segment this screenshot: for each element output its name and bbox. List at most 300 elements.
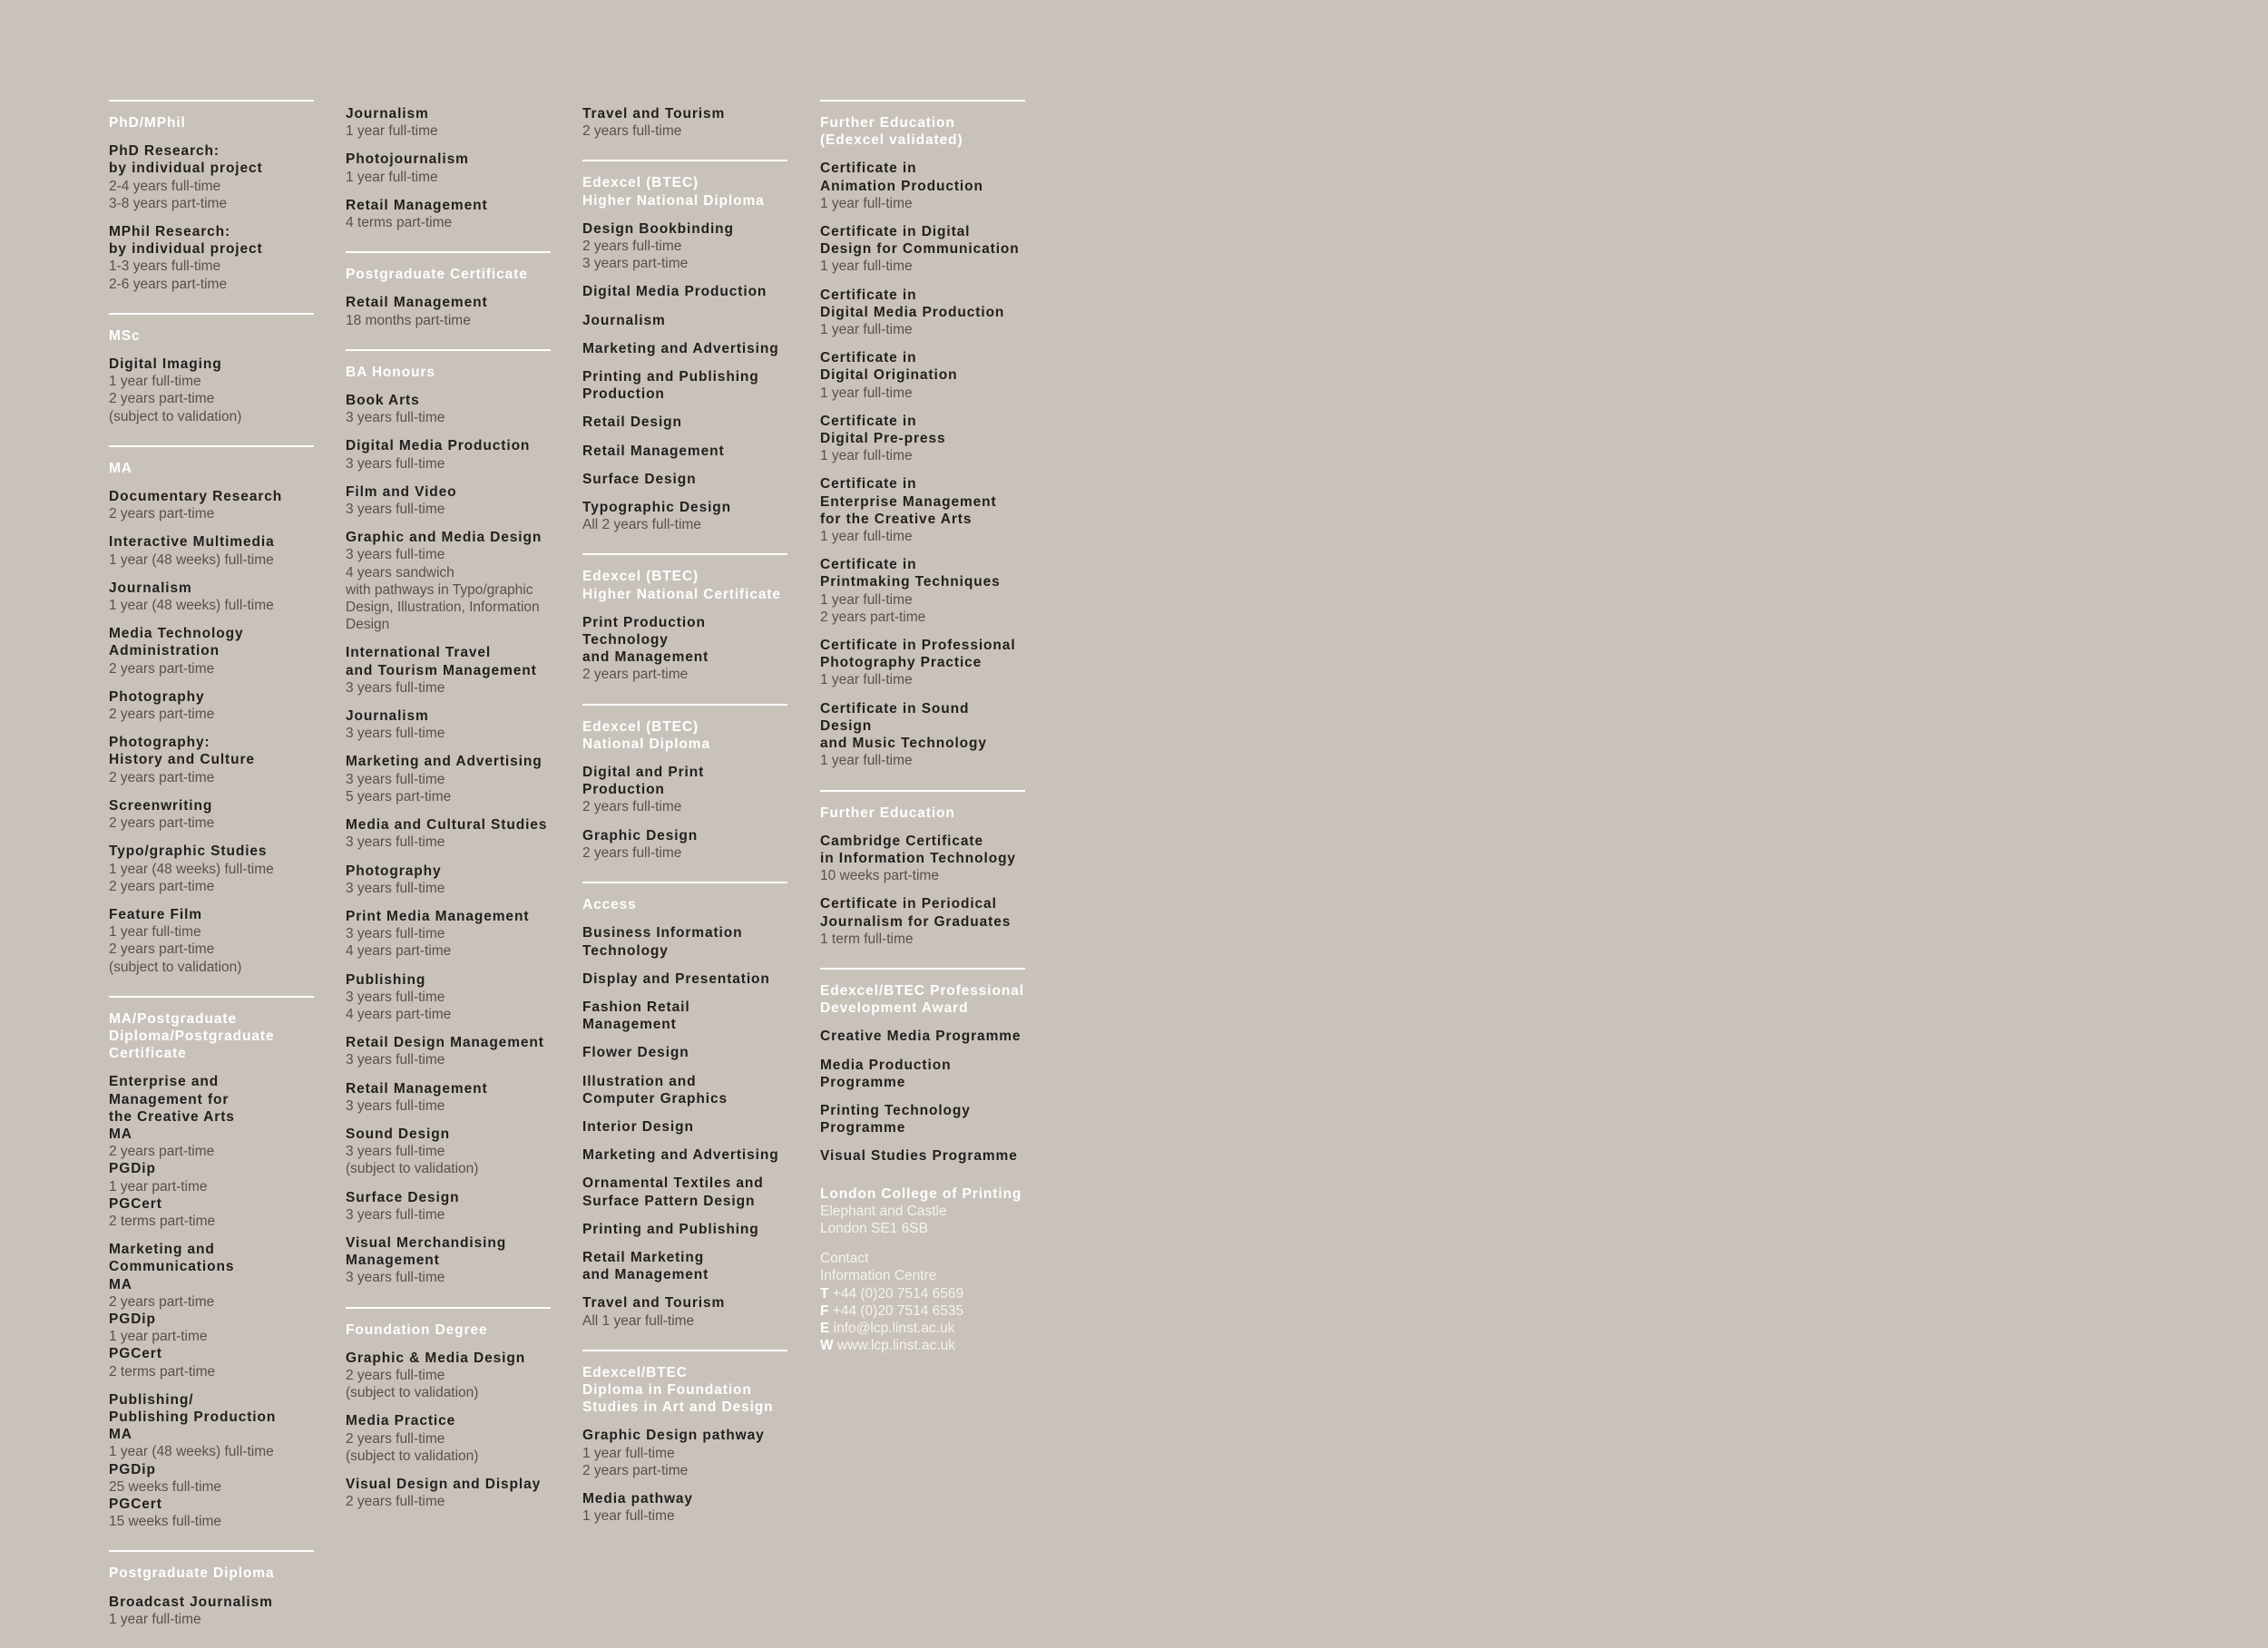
course-details	[820, 385, 1025, 402]
qualification-row	[109, 1461, 314, 1496]
course-title	[346, 105, 551, 122]
course-title	[820, 413, 1025, 447]
course-detail-line: 3 years full-time	[346, 726, 445, 742]
college-name: London College of Printing	[820, 1185, 1022, 1202]
course-title-line: Certificate in Periodical	[820, 896, 997, 912]
course-title	[582, 312, 787, 329]
course-detail-line: 2 years full-time	[346, 1367, 445, 1383]
course-detail-line: 1 year full-time	[820, 448, 913, 464]
section-heading	[582, 568, 787, 602]
qualification-duration: 2 terms part-time	[109, 1213, 216, 1229]
section-heading-line: Further Education	[820, 115, 955, 131]
course-title	[346, 1034, 551, 1051]
course-title	[346, 644, 551, 678]
course-section	[820, 100, 1025, 770]
qualification-label: MA	[109, 1427, 132, 1443]
course-detail-line: 2 years full-time	[582, 123, 682, 140]
course-title-line: Digital Media Production	[820, 304, 1005, 320]
column-1	[109, 100, 314, 1648]
course-details	[346, 312, 551, 329]
section-heading	[109, 1010, 314, 1063]
course-title	[582, 1490, 787, 1507]
course-details	[346, 214, 551, 231]
course-title-line: Marketing and Advertising	[582, 340, 779, 356]
course-title-line: Typographic Design	[582, 500, 732, 516]
section-heading-line: Higher National Certificate	[582, 586, 781, 602]
course-section	[582, 553, 787, 683]
course-entry	[582, 220, 787, 273]
course-title-line: Print Media Management	[346, 908, 530, 924]
course-detail-line: All 1 year full-time	[582, 1312, 695, 1329]
course-title-line: Photography:	[109, 735, 210, 751]
qualification-duration: 2 years part-time	[109, 1293, 215, 1310]
course-title	[346, 753, 551, 770]
course-title-line: PhD Research:	[109, 143, 220, 160]
section-heading	[109, 327, 314, 345]
course-title-line: Book Arts	[346, 393, 420, 409]
column-3	[582, 100, 787, 1545]
course-details	[109, 923, 314, 976]
course-title-line: Media pathway	[582, 1490, 693, 1507]
course-details	[346, 455, 551, 473]
course-entry	[820, 413, 1025, 465]
course-title-line: Certificate in	[820, 350, 917, 366]
course-details	[820, 591, 1025, 626]
course-title	[582, 924, 787, 959]
course-entry	[582, 414, 787, 431]
course-entry	[109, 580, 314, 614]
course-section	[346, 1307, 551, 1511]
course-entry	[820, 1028, 1025, 1045]
course-title	[346, 294, 551, 311]
section-heading-line: Postgraduate Certificate	[346, 267, 528, 283]
course-title	[582, 1294, 787, 1312]
section-heading	[346, 364, 551, 381]
course-title-line: and Management	[582, 1267, 709, 1283]
course-title	[582, 368, 787, 403]
contact-heading	[820, 1250, 1025, 1284]
email-label: E	[820, 1320, 830, 1336]
course-detail-line: 2-6 years part-time	[109, 276, 228, 292]
course-title-line: Retail Design Management	[346, 1035, 544, 1051]
course-details	[346, 771, 551, 805]
course-title-line: Printing and Publishing	[582, 1221, 759, 1237]
course-title-line: Illustration and	[582, 1073, 697, 1089]
course-title-line: Publishing Production	[109, 1409, 277, 1425]
course-detail-line: 1 term full-time	[820, 931, 914, 947]
section-heading-line: Studies in Art and Design	[582, 1399, 774, 1416]
course-entry	[582, 614, 787, 684]
course-title	[582, 340, 787, 357]
course-entry	[820, 287, 1025, 339]
course-title	[582, 1249, 787, 1283]
address	[820, 1203, 1025, 1237]
course-title-line: Photography Practice	[820, 655, 982, 671]
course-detail-line: 3 years full-time	[346, 880, 445, 896]
course-entry	[582, 1118, 787, 1136]
course-entry	[109, 533, 314, 568]
course-title-line: Certificate in	[820, 161, 917, 177]
course-title	[820, 287, 1025, 321]
section-heading	[109, 114, 314, 132]
course-title	[109, 1241, 314, 1275]
course-entry	[346, 1080, 551, 1115]
course-title-line: Animation Production	[820, 178, 983, 194]
course-title	[346, 151, 551, 168]
course-detail-line: 1 year full-time	[820, 385, 913, 401]
course-title	[346, 1350, 551, 1367]
course-title-line: Retail Marketing	[582, 1249, 705, 1265]
qualification-label: PGDip	[109, 1311, 156, 1327]
course-title	[109, 625, 314, 659]
section-heading	[582, 896, 787, 913]
course-details	[820, 528, 1025, 545]
course-entry	[109, 688, 314, 723]
course-title-line: Media Technology	[109, 626, 244, 642]
course-details	[820, 867, 1025, 884]
course-title-line: Feature Film	[109, 906, 202, 922]
course-details	[820, 671, 1025, 688]
course-title	[582, 1146, 787, 1164]
course-title-line: Technology	[582, 942, 669, 959]
course-details	[346, 725, 551, 742]
course-detail-line: 18 months part-time	[346, 312, 471, 328]
course-title-line: Flower Design	[582, 1045, 689, 1061]
course-title-line: Photojournalism	[346, 151, 469, 168]
section-heading-line: PhD/MPhil	[109, 115, 186, 131]
course-title-line: Enterprise and	[109, 1074, 220, 1090]
course-title-line: Administration	[109, 643, 220, 659]
course-entry	[820, 833, 1025, 885]
course-title-line: Production	[582, 386, 665, 403]
course-title-line: Photography	[346, 863, 442, 879]
course-title-line: Journalism	[346, 106, 429, 122]
course-title-line: Enterprise Management	[820, 493, 997, 510]
course-title-line: Media and Cultural Studies	[346, 817, 548, 834]
course-entry	[346, 151, 551, 185]
qualification-duration: 25 weeks full-time	[109, 1478, 222, 1495]
course-detail-line: 1 year full-time	[820, 753, 913, 769]
course-details	[109, 597, 314, 614]
course-title-line: Certificate in Sound Design	[820, 700, 970, 734]
course-entry	[346, 863, 551, 897]
course-detail-line: 3 years full-time	[346, 1270, 445, 1286]
course-entry	[109, 1241, 314, 1380]
course-title	[346, 392, 551, 409]
course-details	[582, 844, 787, 862]
course-detail-line: 1 year full-time	[820, 258, 913, 275]
course-title-line: Film and Video	[346, 483, 457, 500]
course-details	[346, 1051, 551, 1068]
course-detail-line: 3 years full-time	[346, 771, 445, 787]
course-details	[346, 122, 551, 140]
course-detail-line: 1 year full-time	[109, 924, 201, 941]
course-title	[582, 414, 787, 431]
course-entry	[582, 970, 787, 988]
course-title	[820, 1028, 1025, 1045]
course-title	[109, 142, 314, 177]
course-details	[346, 1097, 551, 1115]
course-title-line: Printing and Publishing	[582, 369, 759, 385]
course-detail-line: 3 years full-time	[346, 1144, 445, 1160]
course-title-line: Programme	[820, 1120, 906, 1136]
course-title	[582, 999, 787, 1033]
course-details	[109, 660, 314, 678]
course-details	[582, 798, 787, 815]
course-detail-line: Design	[346, 617, 390, 633]
section-heading-line: MA	[109, 460, 132, 476]
course-title-line: Travel and Tourism	[582, 106, 726, 122]
course-details	[346, 1143, 551, 1177]
course-entry	[582, 105, 787, 140]
course-entry	[346, 1476, 551, 1510]
course-title-line: Print Production Technology	[582, 614, 706, 648]
course-entry	[346, 1034, 551, 1068]
course-detail-line: 1 year full-time	[820, 529, 913, 545]
course-title	[582, 499, 787, 516]
course-title	[582, 1427, 787, 1444]
course-details	[346, 409, 551, 426]
course-details	[109, 258, 314, 292]
course-entry	[820, 556, 1025, 626]
course-entry	[109, 223, 314, 293]
course-detail-line: 1 year full-time	[109, 374, 201, 390]
course-details	[346, 169, 551, 186]
course-entry	[346, 1412, 551, 1465]
course-entry	[582, 1175, 787, 1209]
course-detail-line: 1 year full-time	[820, 591, 913, 608]
course-entry	[582, 443, 787, 460]
course-title-line: Broadcast Journalism	[109, 1594, 273, 1610]
course-title-line: Journalism	[109, 580, 192, 596]
section-heading-line: BA Honours	[346, 364, 435, 380]
course-section	[820, 968, 1025, 1165]
course-entry	[582, 340, 787, 357]
course-title-line: Retail Management	[346, 197, 488, 213]
course-title	[820, 895, 1025, 930]
qualification-row	[109, 1311, 314, 1345]
section-heading	[582, 174, 787, 209]
course-entry	[346, 971, 551, 1024]
course-detail-line: 2 years part-time	[109, 815, 215, 832]
qualification-row	[109, 1126, 314, 1160]
course-title-line: Journalism	[582, 312, 666, 328]
section-heading-line: Edexcel/BTEC	[582, 1364, 688, 1380]
contact-line: Contact	[820, 1251, 869, 1267]
section-heading	[109, 460, 314, 477]
course-entry	[109, 488, 314, 522]
course-section	[582, 160, 787, 533]
course-detail-line: 4 terms part-time	[346, 215, 453, 231]
section-heading-line: Edexcel/BTEC Professional	[820, 982, 1024, 999]
course-entry	[582, 1294, 787, 1329]
course-title	[820, 223, 1025, 258]
course-entry	[109, 843, 314, 895]
course-title	[820, 833, 1025, 867]
column-4	[820, 100, 1025, 1354]
course-details	[820, 752, 1025, 769]
course-title	[346, 707, 551, 725]
course-title-line: Communications	[109, 1259, 235, 1275]
course-title-line: International Travel	[346, 645, 492, 661]
course-title-line: Travel and Tourism	[582, 1295, 726, 1312]
course-details	[346, 1493, 551, 1510]
course-detail-line: 1 year full-time	[820, 322, 913, 338]
section-heading	[582, 1364, 787, 1417]
course-detail-line: 10 weeks part-time	[820, 868, 939, 884]
course-title-line: Marketing and	[109, 1242, 215, 1258]
course-details	[346, 925, 551, 960]
course-entry	[820, 475, 1025, 545]
course-detail-line: 3 years full-time	[346, 502, 445, 518]
course-title	[109, 797, 314, 814]
course-title-line: Retail Management	[582, 443, 725, 459]
course-title	[109, 906, 314, 923]
email-link[interactable]: info@lcp.linst.ac.uk	[833, 1320, 955, 1336]
course-title-line: Graphic Design	[582, 827, 699, 844]
web-label: W	[820, 1338, 834, 1354]
course-title	[109, 1594, 314, 1611]
course-section	[109, 1550, 314, 1628]
course-entry	[582, 1044, 787, 1061]
course-title-line: for the Creative Arts	[820, 511, 973, 527]
course-detail-line: 3 years full-time	[346, 989, 445, 1005]
course-details	[109, 505, 314, 522]
course-detail-line: 1 year (48 weeks) full-time	[109, 861, 274, 877]
course-title-line: MPhil Research:	[109, 224, 231, 240]
course-details	[109, 178, 314, 212]
course-title	[820, 349, 1025, 384]
section-heading-line: (Edexcel validated)	[820, 132, 963, 149]
course-title-line: Certificate in	[820, 413, 917, 429]
course-entry	[109, 142, 314, 212]
course-entry	[582, 1073, 787, 1107]
telephone-label: T	[820, 1285, 829, 1302]
course-detail-line: 2 years full-time	[582, 239, 682, 255]
course-title	[820, 160, 1025, 194]
course-title-line: Marketing and Advertising	[582, 1147, 779, 1164]
course-details	[346, 1367, 551, 1401]
course-title-line: and Tourism Management	[346, 662, 537, 678]
section-heading-line: Edexcel (BTEC)	[582, 175, 699, 191]
section-heading-line: Diploma/Postgraduate	[109, 1028, 275, 1044]
course-details	[346, 501, 551, 518]
section-heading-line: MA/Postgraduate	[109, 1010, 237, 1027]
qualification-label: PGCert	[109, 1346, 162, 1362]
course-detail-line: 1 year (48 weeks) full-time	[109, 598, 274, 614]
section-heading-line: Edexcel (BTEC)	[582, 718, 699, 735]
course-entry	[582, 924, 787, 959]
course-detail-line: 2-4 years full-time	[109, 178, 221, 194]
course-title-line: in Information Technology	[820, 850, 1016, 866]
course-entry	[582, 1146, 787, 1164]
course-detail-line: 3 years full-time	[346, 1052, 445, 1068]
course-detail-line: 1 year full-time	[582, 1508, 675, 1525]
web-link[interactable]: www.lcp.linst.ac.uk	[836, 1338, 956, 1354]
course-title-line: Visual Merchandising	[346, 1234, 507, 1251]
course-entry	[346, 437, 551, 472]
course-entry	[346, 707, 551, 742]
section-heading-line: Foundation Degree	[346, 1321, 488, 1338]
course-details	[582, 1445, 787, 1479]
qualification-label: PGCert	[109, 1195, 162, 1212]
course-title-line: Visual Design and Display	[346, 1476, 542, 1492]
telephone-number: +44 (0)20 7514 6569	[832, 1285, 964, 1302]
course-entry	[582, 999, 787, 1033]
course-details	[582, 516, 787, 533]
course-details	[346, 880, 551, 897]
course-details	[346, 679, 551, 697]
course-title-line: Publishing/	[109, 1391, 194, 1408]
course-entry	[582, 1221, 787, 1238]
course-title-line: Programme	[820, 1074, 906, 1090]
course-title	[582, 1073, 787, 1107]
qualification-row	[109, 1496, 314, 1530]
course-entry	[820, 223, 1025, 276]
course-detail-line: (subject to validation)	[346, 1385, 479, 1401]
course-entry	[820, 637, 1025, 689]
address-line: London SE1 6SB	[820, 1220, 928, 1236]
course-title-line: Printing Technology	[820, 1102, 971, 1118]
course-section	[109, 996, 314, 1531]
course-title-line: Interior Design	[582, 1118, 694, 1135]
course-detail-line: 1 year full-time	[109, 1611, 201, 1627]
course-title-line: Media Production	[820, 1057, 952, 1073]
qualification-row	[109, 1160, 314, 1195]
course-title	[109, 843, 314, 860]
course-entry	[346, 483, 551, 518]
course-detail-line: 1-3 years full-time	[109, 258, 221, 275]
course-title-line: Digital Pre-press	[820, 431, 946, 447]
course-details	[820, 258, 1025, 275]
course-details	[820, 195, 1025, 212]
course-entry	[109, 734, 314, 786]
course-detail-line: 4 years part-time	[346, 1006, 452, 1022]
qualification-label: MA	[109, 1126, 132, 1142]
course-details	[109, 1611, 314, 1628]
course-title-line: and Management	[582, 649, 709, 666]
course-title-line: Digital Origination	[820, 367, 958, 384]
course-section	[582, 882, 787, 1330]
course-title-line: Surface Design	[346, 1189, 460, 1205]
course-entry	[109, 356, 314, 425]
course-detail-line: 3 years full-time	[346, 834, 445, 851]
course-title	[346, 483, 551, 501]
course-detail-line: 2 years part-time	[109, 391, 215, 407]
course-entry	[582, 1427, 787, 1479]
course-title-line: Retail Management	[346, 1080, 488, 1097]
qualification-row	[109, 1426, 314, 1460]
course-details	[109, 769, 314, 786]
qualification-duration: 1 year part-time	[109, 1329, 208, 1345]
qualification-duration: 2 years part-time	[109, 1144, 215, 1160]
course-detail-line: (subject to validation)	[346, 1448, 479, 1464]
course-title	[582, 970, 787, 988]
course-title-line: Media Practice	[346, 1413, 456, 1429]
qualification-duration: 1 year (48 weeks) full-time	[109, 1444, 274, 1460]
section-heading-line: MSc	[109, 327, 141, 344]
course-detail-line: 3 years full-time	[346, 410, 445, 426]
contact-line: Information Centre	[820, 1268, 937, 1284]
course-title-line: Typo/graphic Studies	[109, 844, 268, 860]
section-heading	[346, 266, 551, 283]
course-detail-line: 2 years full-time	[582, 799, 682, 815]
section-heading-line: National Diploma	[582, 736, 710, 752]
course-section	[109, 445, 314, 976]
course-entry	[582, 499, 787, 533]
course-title-line: Surface Pattern Design	[582, 1193, 756, 1209]
course-title-line: Management for	[109, 1091, 230, 1107]
